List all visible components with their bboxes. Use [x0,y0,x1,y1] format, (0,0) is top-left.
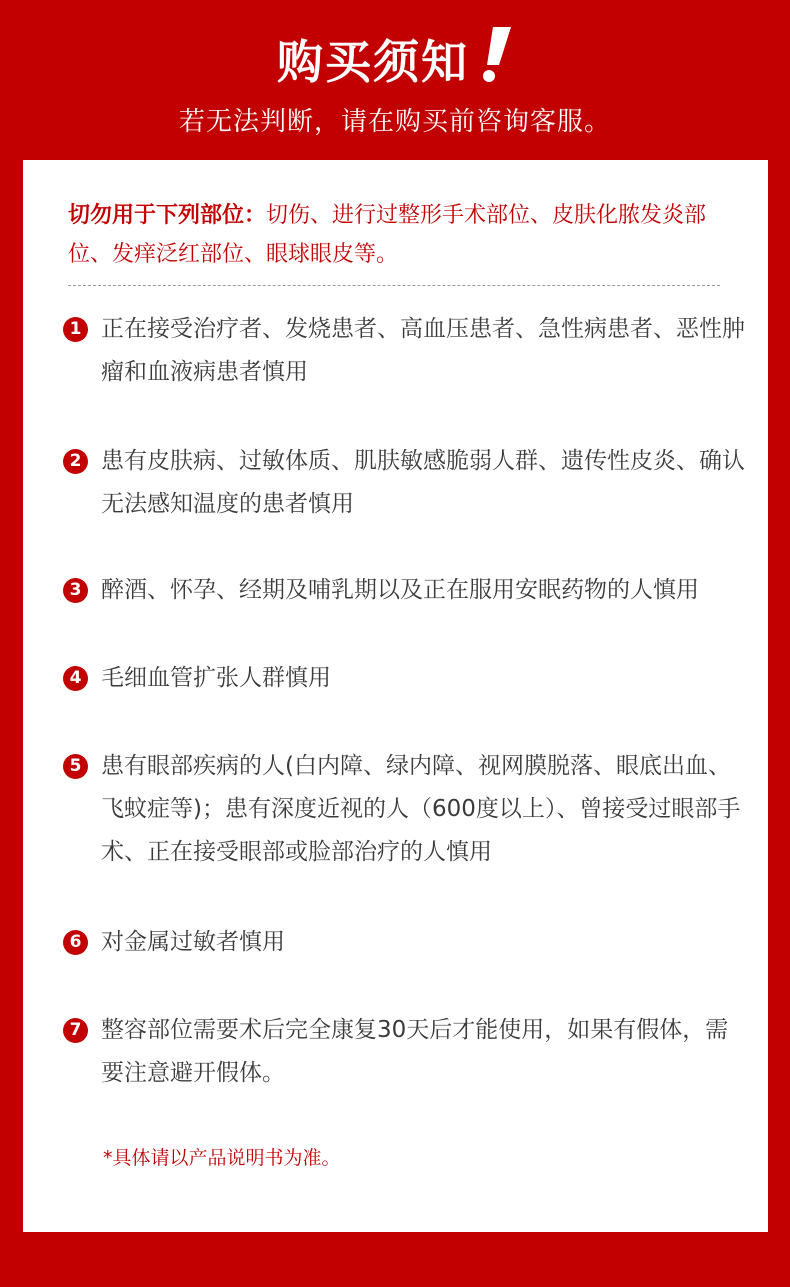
list-item-text: 患有皮肤病、过敏体质、肌肤敏感脆弱人群、遗传性皮炎、确认无法感知温度的患者慎用 [101,448,745,517]
list-item-text: 整容部位需要术后完全康复30天后才能使用，如果有假体，需要注意避开假体。 [101,1017,729,1086]
warning-block [68,196,728,274]
dashed-divider [68,285,720,286]
warning-text: 切伤、进行过整形手术部位、皮肤化脓发炎部位、发痒泛红部位、眼球眼皮等。 [68,203,707,267]
list-item-text: 毛细血管扩张人群慎用 [101,665,331,691]
page-title: 购买须知 [277,35,469,89]
number-badge: 6 [63,930,88,955]
list-item-text: 患有眼部疾病的人(白内障、绿内障、视网膜脱落、眼底出血、飞蚊症等)；患有深度近视的人（600度以上）、曾接受过眼部手术、正在接受眼部或脸部治疗的人慎用 [101,753,741,865]
list-item-text: 对金属过敏者慎用 [101,929,285,955]
footnote: *具体请以产品说明书为准。 [103,1147,341,1169]
list-item-text: 醉酒、怀孕、经期及哺乳期以及正在服用安眠药物的人慎用 [101,577,699,603]
number-badge: 7 [63,1018,88,1043]
header [0,0,790,160]
exclamation-icon [477,25,513,85]
number-badge: 3 [63,578,88,603]
title-row [0,26,790,92]
number-badge: 4 [63,666,88,691]
number-badge: 2 [63,449,88,474]
notice-card [23,160,768,1232]
warning-label: 切勿用于下列部位： [68,203,267,228]
page-subtitle: 若无法判断，请在购买前咨询客服。 [178,107,611,137]
list-item-text: 正在接受治疗者、发烧患者、高血压患者、急性病患者、恶性肿瘤和血液病患者慎用 [101,316,745,385]
number-badge: 5 [63,754,88,779]
number-badge: 1 [63,317,88,342]
